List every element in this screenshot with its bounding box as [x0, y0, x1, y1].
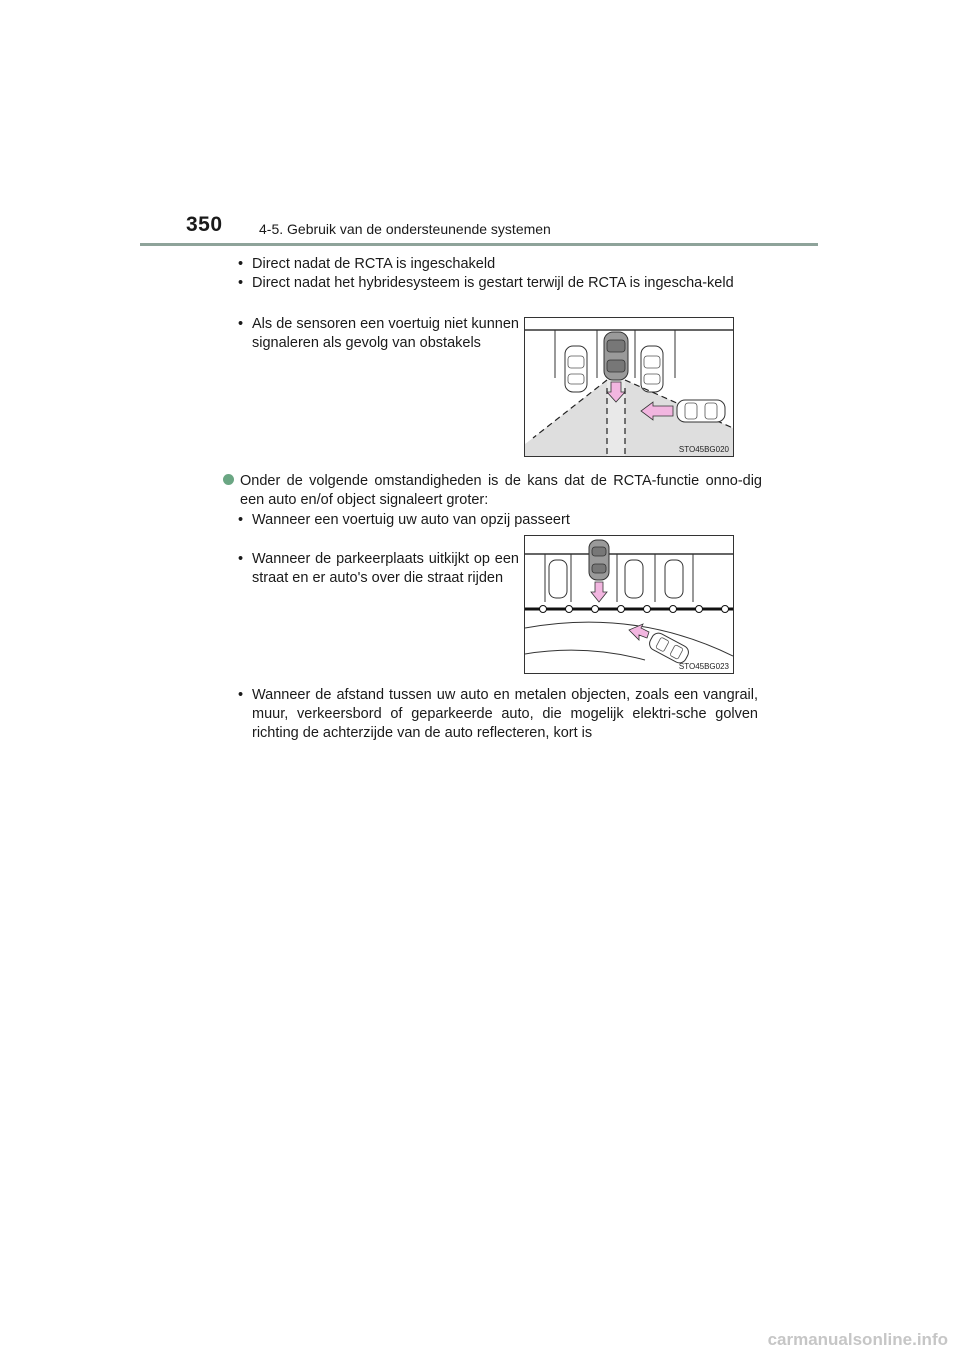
watermark: carmanualsonline.info: [767, 1330, 948, 1349]
list-item: [238, 274, 758, 293]
list-item: [238, 255, 758, 274]
list-item-text: Wanneer de parkeerplaats uitkijkt op een straat en er auto's over die straat rijden: [252, 551, 519, 586]
figure-code: STO45BG020: [678, 445, 729, 454]
list-item-text: Als de sensoren een voertuig niet kunnen signaleren als gevolg van obstakels: [252, 316, 519, 351]
list-item-text: Direct nadat het hybridesysteem is gestart terwijl de RCTA is ingescha-keld: [252, 275, 734, 291]
figure-obstacles-diagram: [524, 317, 734, 457]
list-item: [238, 511, 758, 530]
figure-code: STO45BG023: [678, 662, 729, 671]
header-rule: [140, 243, 818, 246]
list-item-text: Wanneer een voertuig uw auto van opzij passeert: [252, 512, 570, 528]
list-item: [238, 686, 758, 743]
list-item: [238, 315, 519, 353]
list-item-text: Direct nadat de RCTA is ingeschakeld: [252, 256, 496, 272]
figure-street-diagram: [524, 535, 734, 674]
list-item-text: Wanneer de afstand tussen uw auto en metalen objecten, zoals een vangrail, muur, verkeersbord of geparkeerde auto, die mogelijk elektri-sche golven richting de achterzijde van de auto reflecteren, kort is: [252, 687, 758, 741]
section-title: 4-5. Gebruik van de ondersteunende systemen: [259, 221, 551, 237]
list-item: [238, 550, 519, 588]
page-number: 350: [186, 213, 223, 236]
bullet-dot-icon: [223, 474, 234, 485]
main-bullet-item: [223, 472, 762, 510]
main-bullet-text: Onder de volgende omstandigheden is de kans dat de RCTA-functie onno-dig een auto en/of object signaleert groter:: [240, 473, 762, 508]
